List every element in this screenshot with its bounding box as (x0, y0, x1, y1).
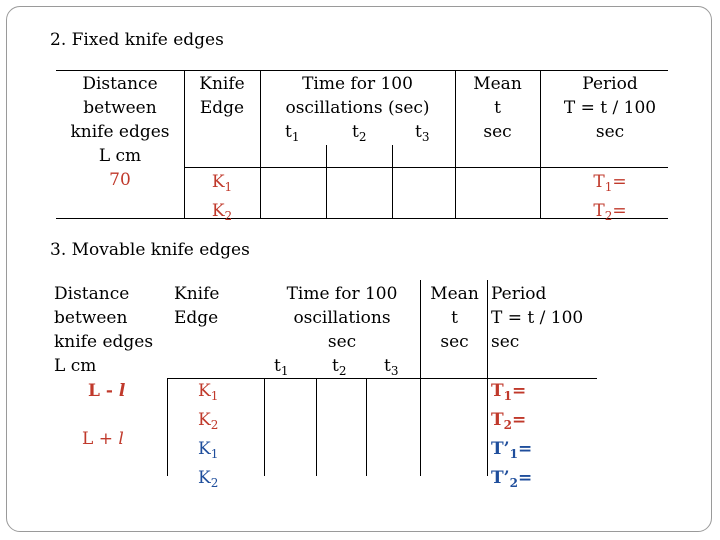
header-knife-edge: Knife Edge (199, 74, 245, 118)
knife-edge-list (198, 379, 218, 495)
knife-edge-k1: $K_1$ (198, 381, 219, 403)
distance-l-minus: L - l (88, 381, 126, 401)
section-1-heading: 2. Fixed knife edges (50, 30, 224, 50)
header-knife-edge: Knife Edge (174, 284, 220, 328)
grid-line (264, 378, 265, 476)
period-t2-prime: $T’_2=$ (491, 468, 533, 490)
header-period: Period T = t / 100 sec (491, 284, 584, 352)
distance-l-plus: L + l (82, 429, 124, 449)
header-t3: $t_3$ (415, 122, 430, 144)
header-t2: $t_2$ (352, 122, 367, 144)
period-list (540, 170, 680, 228)
header-distance: Distance between knife edges L cm (54, 284, 154, 376)
knife-edge-list (184, 170, 260, 228)
header-time: Time for 100 oscillations sec (286, 284, 398, 352)
period-t2: $T_2=$ (491, 410, 527, 432)
knife-edge-k1: $K_1$ (211, 172, 233, 194)
header-period: Period T = t / 100 sec (563, 74, 657, 142)
period-t1-prime: $T’_1=$ (491, 439, 533, 461)
header-mean: Mean t sec (430, 284, 479, 352)
grid-line (316, 378, 317, 476)
period-t2: $T_2=$ (593, 201, 627, 223)
header-t3: $t_3$ (384, 356, 399, 378)
grid-line (392, 145, 393, 218)
period-t1: $T_1=$ (491, 381, 527, 403)
grid-line (184, 167, 668, 168)
grid-line (366, 378, 367, 476)
distance-value: 70 (109, 170, 131, 190)
header-time: Time for 100 oscillations (sec) (285, 74, 430, 118)
section-2-heading: 3. Movable knife edges (50, 240, 250, 260)
header-distance: Distance between knife edges L cm 70 (56, 72, 184, 192)
header-t2: $t_2$ (332, 356, 347, 378)
knife-edge-k2: $K_2$ (198, 410, 219, 432)
grid-line (167, 378, 168, 476)
period-list (491, 379, 532, 495)
header-t1: $t_1$ (285, 122, 300, 144)
period-t1: $T_1=$ (593, 172, 627, 194)
knife-edge-k2: $K_2$ (211, 201, 233, 223)
header-mean: Mean t sec (473, 74, 522, 142)
header-t1: $t_1$ (274, 356, 289, 378)
knife-edge-k1-prime: $K_1$ (198, 439, 219, 461)
grid-line (167, 378, 597, 379)
grid-line (56, 70, 668, 71)
grid-line (326, 145, 327, 218)
knife-edge-k2-prime: $K_2$ (198, 468, 219, 490)
